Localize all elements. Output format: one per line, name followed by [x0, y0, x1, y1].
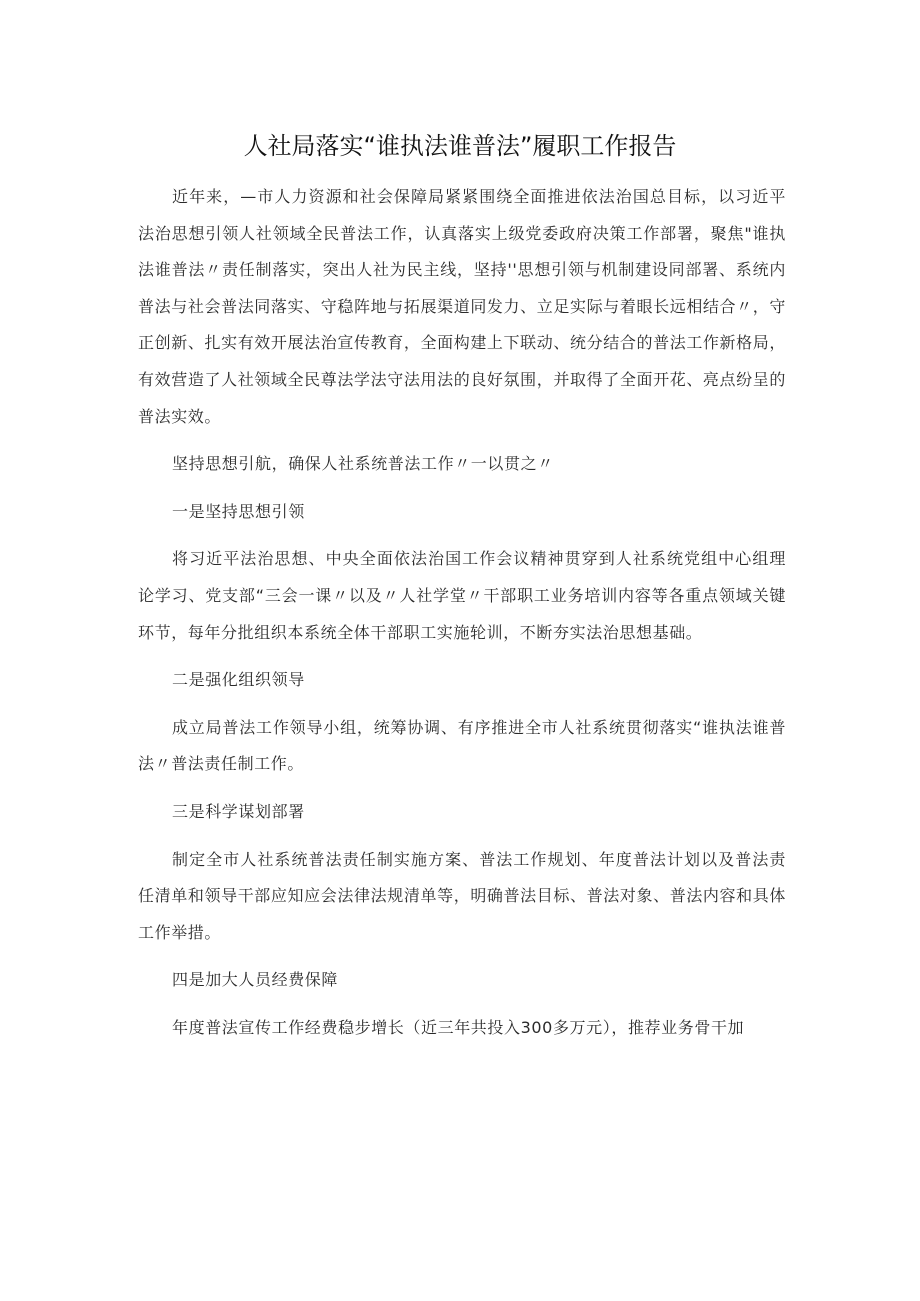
paragraph-1: 将习近平法治思想、中央全面依法治国工作会议精神贯穿到人社系统党组中心组理论学习、党支部“三会一课〃以及〃人社学堂〃干部职工业务培训内容等各重点领域关键环节，每年分批组织本系统全体干部职工实施轮训，不断夯实法治思想基础。	[138, 549, 786, 642]
subheading-3: 三是科学谋划部署	[172, 801, 305, 821]
document-title: 人社局落实“谁执法谁普法”履职工作报告	[243, 132, 677, 160]
subheading-1: 一是坚持思想引领	[172, 501, 305, 521]
paragraph-intro: 近年来，—市人力资源和社会保障局紧紧围绕全面推进依法治国总目标，以习近平法治思想引领人社领域全民普法工作，认真落实上级党委政府决策工作部署，聚焦"谁执法谁普法〃责任制落实，突出人社为民主线，坚持''思想引领与机制建设同部署、系统内普法与社会普法同落实、守稳阵地与拓展渠道同发力、立足实际与着眼长远相结合〃，守正创新、扎实有效开展法治宣传教育，全面构建上下联动、统分结合的普法工作新格局，有效营造了人社领域全民尊法学法守法用法的良好氛围，并取得了全面开花、亮点纷呈的普法实效。	[138, 187, 786, 426]
paragraph-3: 制定全市人社系统普法责任制实施方案、普法工作规划、年度普法计划以及普法责任清单和领导干部应知应会法律法规清单等，明确普法目标、普法对象、普法内容和具体工作举措。	[138, 849, 786, 942]
paragraph-2: 成立局普法工作领导小组，统筹协调、有序推进全市人社系统贯彻落实“谁执法谁普法〃普法责任制工作。	[138, 717, 786, 774]
section-heading-ideology: 坚持思想引航，确保人社系统普法工作〃一以贯之〃	[172, 454, 554, 474]
subheading-4: 四是加大人员经费保障	[172, 970, 339, 990]
paragraph-4: 年度普法宣传工作经费稳步增长（近三年共投入300多万元），推荐业务骨干加	[172, 1017, 745, 1037]
subheading-2: 二是强化组织领导	[172, 670, 305, 690]
document-body	[138, 179, 786, 1057]
